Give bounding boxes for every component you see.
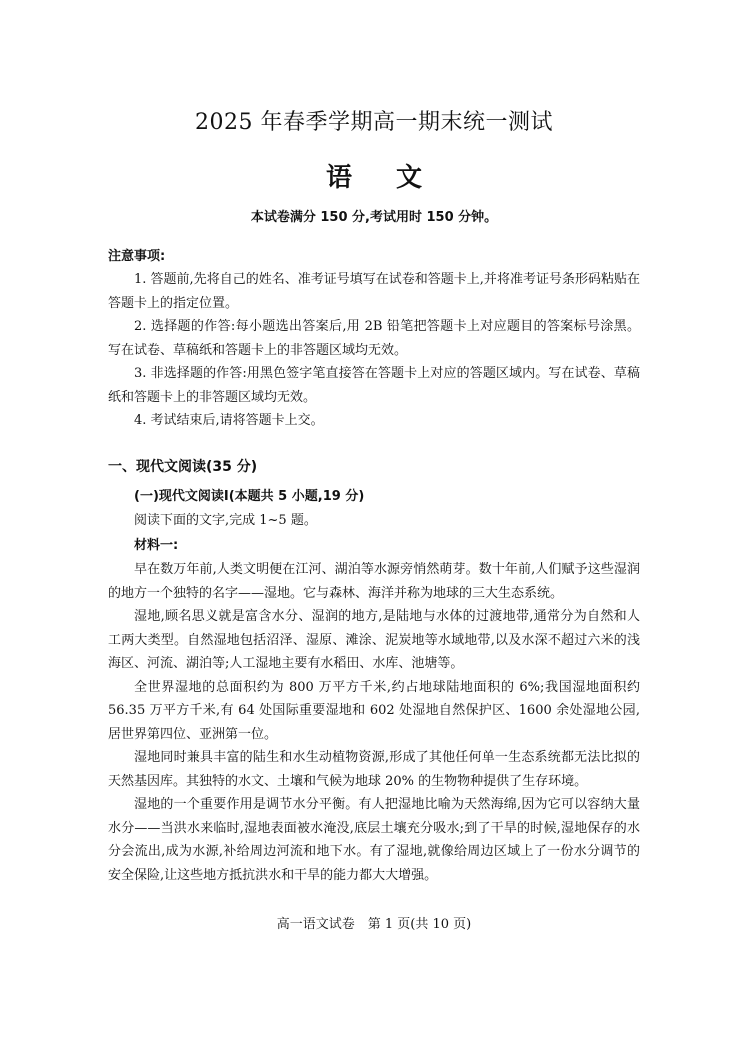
exam-title: 2025 年春季学期高一期末统一测试 <box>195 110 553 135</box>
page-footer: 高一语文试卷 第 1 页(共 10 页) <box>276 917 472 932</box>
subject-title: 语文 <box>325 163 466 193</box>
notice-title: 注意事项: <box>108 249 166 264</box>
body-paragraph: 湿地,顾名思义就是富含水分、湿润的地方,是陆地与水体的过渡地带,通常分为自然和人工两大类型。自然湿地包括沼泽、湿原、滩涂、泥炭地等水域地带,以及水深不超过六米的浅海区、河流、湖泊等;人工湿地主要有水稻田、水库、池塘等。 <box>108 609 640 671</box>
body-paragraph: 早在数万年前,人类文明便在江河、湖泊等水源旁悄然萌芽。数十年前,人们赋予这些湿润的地方一个独特的名字——湿地。它与森林、海洋并称为地球的三大生态系统。 <box>108 562 640 601</box>
section-title: 一、现代文阅读(35 分) <box>108 459 258 475</box>
notice-item: 1. 答题前,先将自己的姓名、准考证号填写在试卷和答题卡上,并将准考证号条形码粘贴在答题卡上的指定位置。 <box>108 272 640 311</box>
notice-item: 4. 考试结束后,请将答题卡上交。 <box>134 413 324 428</box>
notice-item: 2. 选择题的作答:每小题选出答案后,用 2B 铅笔把答题卡上对应题目的答案标号涂黑。写在试卷、草稿纸和答题卡上的非答题区域均无效。 <box>108 319 640 358</box>
reading-instruction: 阅读下面的文字,完成 1~5 题。 <box>134 513 317 528</box>
notice-item: 3. 非选择题的作答:用黑色签字笔直接答在答题卡上对应的答题区域内。写在试卷、草稿纸和答题卡上的非答题区域均无效。 <box>108 366 640 405</box>
body-paragraph: 全世界湿地的总面积约为 800 万平方千米,约占地球陆地面积的 6%;我国湿地面积约 56.35 万平方千米,有 64 处国际重要湿地和 602 处湿地自然保护区、1600 余处湿地公园,居世界第四位、亚洲第一位。 <box>108 679 640 742</box>
material-body <box>108 558 640 887</box>
notice-list <box>108 268 640 433</box>
body-paragraph: 湿地的一个重要作用是调节水分平衡。有人把湿地比喻为天然海绵,因为它可以容纳大量水分——当洪水来临时,湿地表面被水淹没,底层土壤充分吸水;到了干旱的时候,湿地保存的水分会流出,成为水源,补给周边河流和地下水。有了湿地,就像给周边区域上了一份水分调节的安全保险,让这些地方抵抗洪水和干旱的能力都大大增强。 <box>108 797 640 883</box>
subsection-title: (一)现代文阅读Ⅰ(本题共 5 小题,19 分) <box>134 489 365 504</box>
score-note: 本试卷满分 150 分,考试用时 150 分钟。 <box>250 210 498 225</box>
material-label: 材料一: <box>134 538 179 553</box>
body-paragraph: 湿地同时兼具丰富的陆生和水生动植物资源,形成了其他任何单一生态系统都无法比拟的天然基因库。其独特的水文、土壤和气候为地球 20% 的生物物种提供了生存环境。 <box>108 750 640 789</box>
